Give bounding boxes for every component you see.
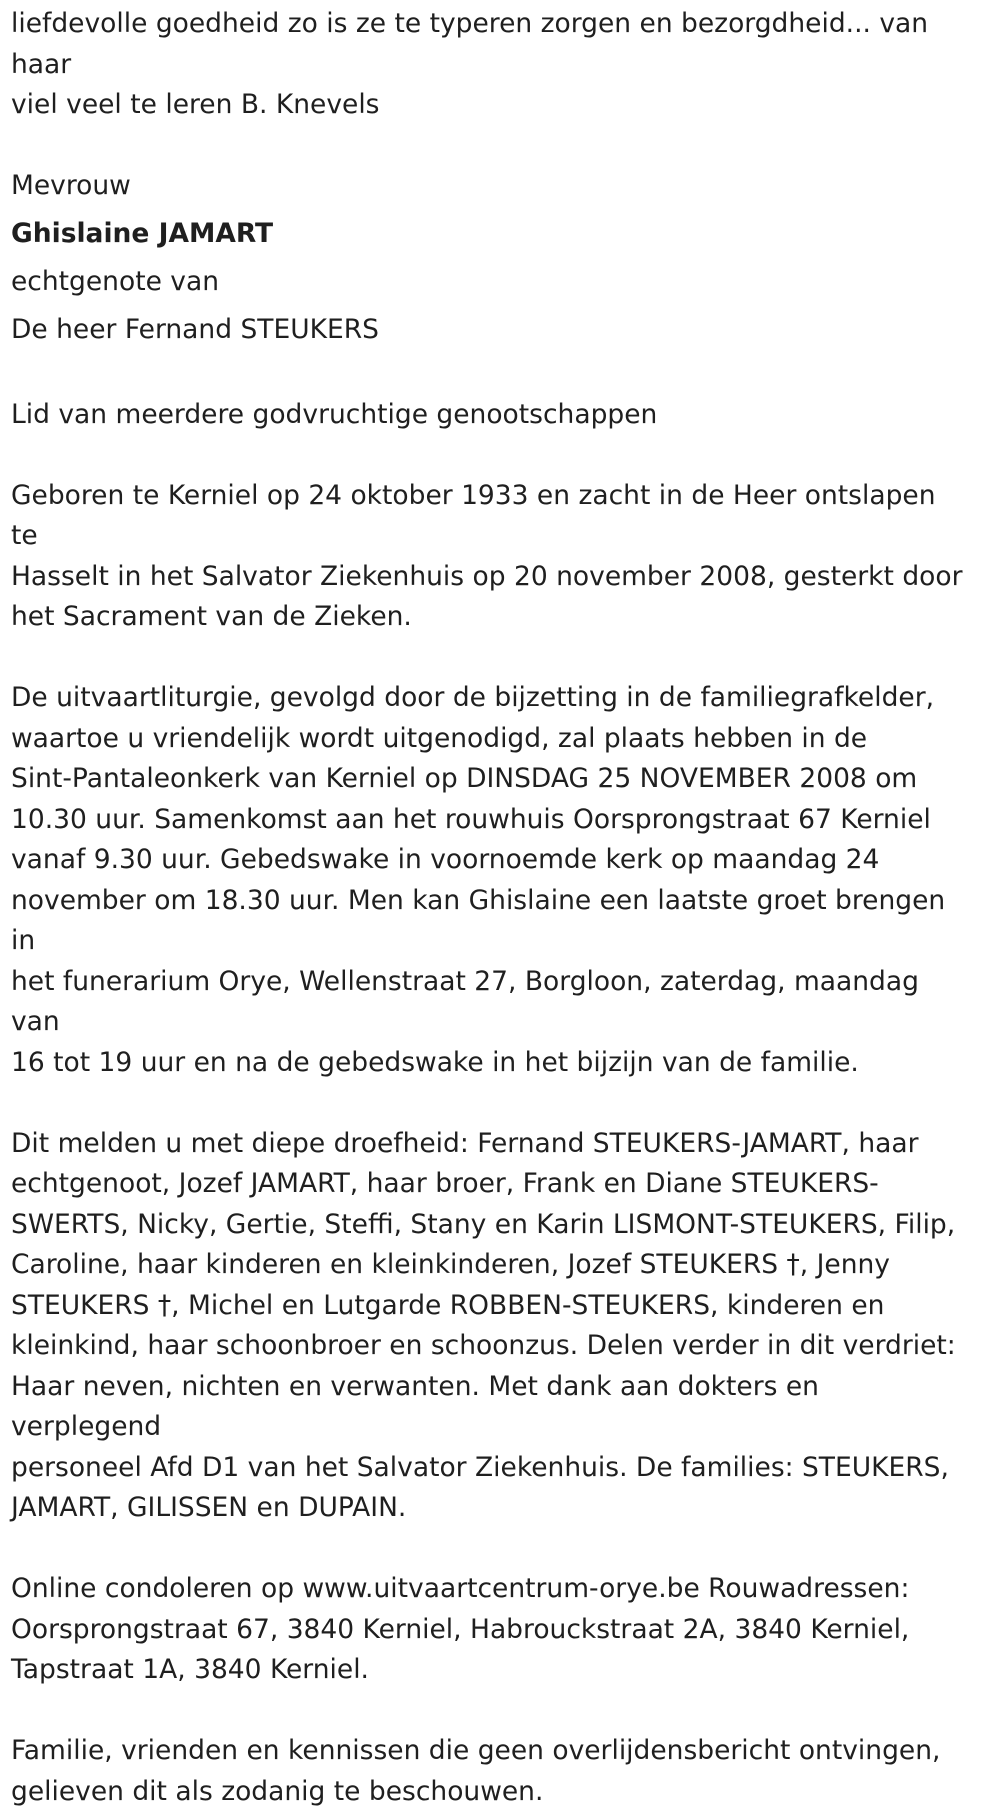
spacer [11,638,970,679]
title-text: Mevrouw [11,170,131,201]
funeral-paragraph: De uitvaartliturgie, gevolgd door de bijzetting in de familiegrafkelder, waartoe u vriendelijk wordt uitgenodigd, zal plaats hebben in de Sint-Pantaleonkerk van Kerniel op DINSDAG 25 NOVEMBER 2008 om 10.30 uur. Samenkomst aan het rouwhuis Oorsprongstraat 67 Kerniel vanaf 9.30 uur. Gebedswake in voornoemde kerk op maandag 24 november om 18.30 uur. Men kan Ghislaine een laatste groet brengen in het funerarium Orye, Wellenstraat 27, Borgloon, zaterdag, maandag van 16 tot 19 uur en na de gebedswake in het bijzijn van de familie. [11,682,946,1078]
spacer [11,1529,970,1570]
deceased-name: Ghislaine JAMART [11,218,274,249]
spacer [11,435,970,476]
spouse-label: echtgenote van [11,266,220,297]
membership-text: Lid van meerdere godvruchtige genootschappen [11,398,658,430]
intro-quote: liefdevolle goedheid zo is ze te typeren zorgen en bezorgdheid... van haar viel veel te leren B. Knevels [11,8,929,120]
spacer [11,1083,970,1124]
condolences-paragraph: Online condoleren op www.uitvaartcentrum-orye.be Rouwadressen: Oorsprongstraat 67, 3840 Kerniel, Habrouckstraat 2A, 3840 Kerniel, Tapstraat 1A, 3840 Kerniel. [11,1573,910,1685]
closing-paragraph: Familie, vrienden en kennissen die geen overlijdensbericht ontvingen, gelieven dit als zodanig te beschouwen. [11,1735,941,1807]
family-paragraph: Dit melden u met diepe droefheid: Fernand STEUKERS-JAMART, haar echtgenoot, Jozef JAMART, haar broer, Frank en Diane STEUKERS- SWERTS, Nicky, Gertie, Steffi, Stany en Karin LISMONT-STEUKERS, Filip, Caroline, haar kinderen en kleinkinderen, Jozef STEUKERS †, Jenny STEUKERS †, Michel en Lutgarde ROBBEN-STEUKERS, kinderen en kleinkind, haar schoonbroer en schoonzus. Delen verder in dit verdriet: Haar neven, nichten en verwanten. Met dank aan dokters en verplegend personeel Afd D1 van het Salvator Ziekenhuis. De families: STEUKERS, JAMART, GILISSEN en DUPAIN. [11,1127,956,1523]
birth-death-paragraph: Geboren te Kerniel op 24 oktober 1933 en zacht in de Heer ontslapen te Hasselt in het Salvator Ziekenhuis op 20 november 2008, gesterkt door het Sacrament van de Zieken. [11,479,963,632]
spacer [11,126,970,167]
spacer [11,1691,970,1732]
spouse-name: De heer Fernand STEUKERS [11,314,379,345]
spacer [11,354,970,395]
deceased-heading [11,162,970,354]
